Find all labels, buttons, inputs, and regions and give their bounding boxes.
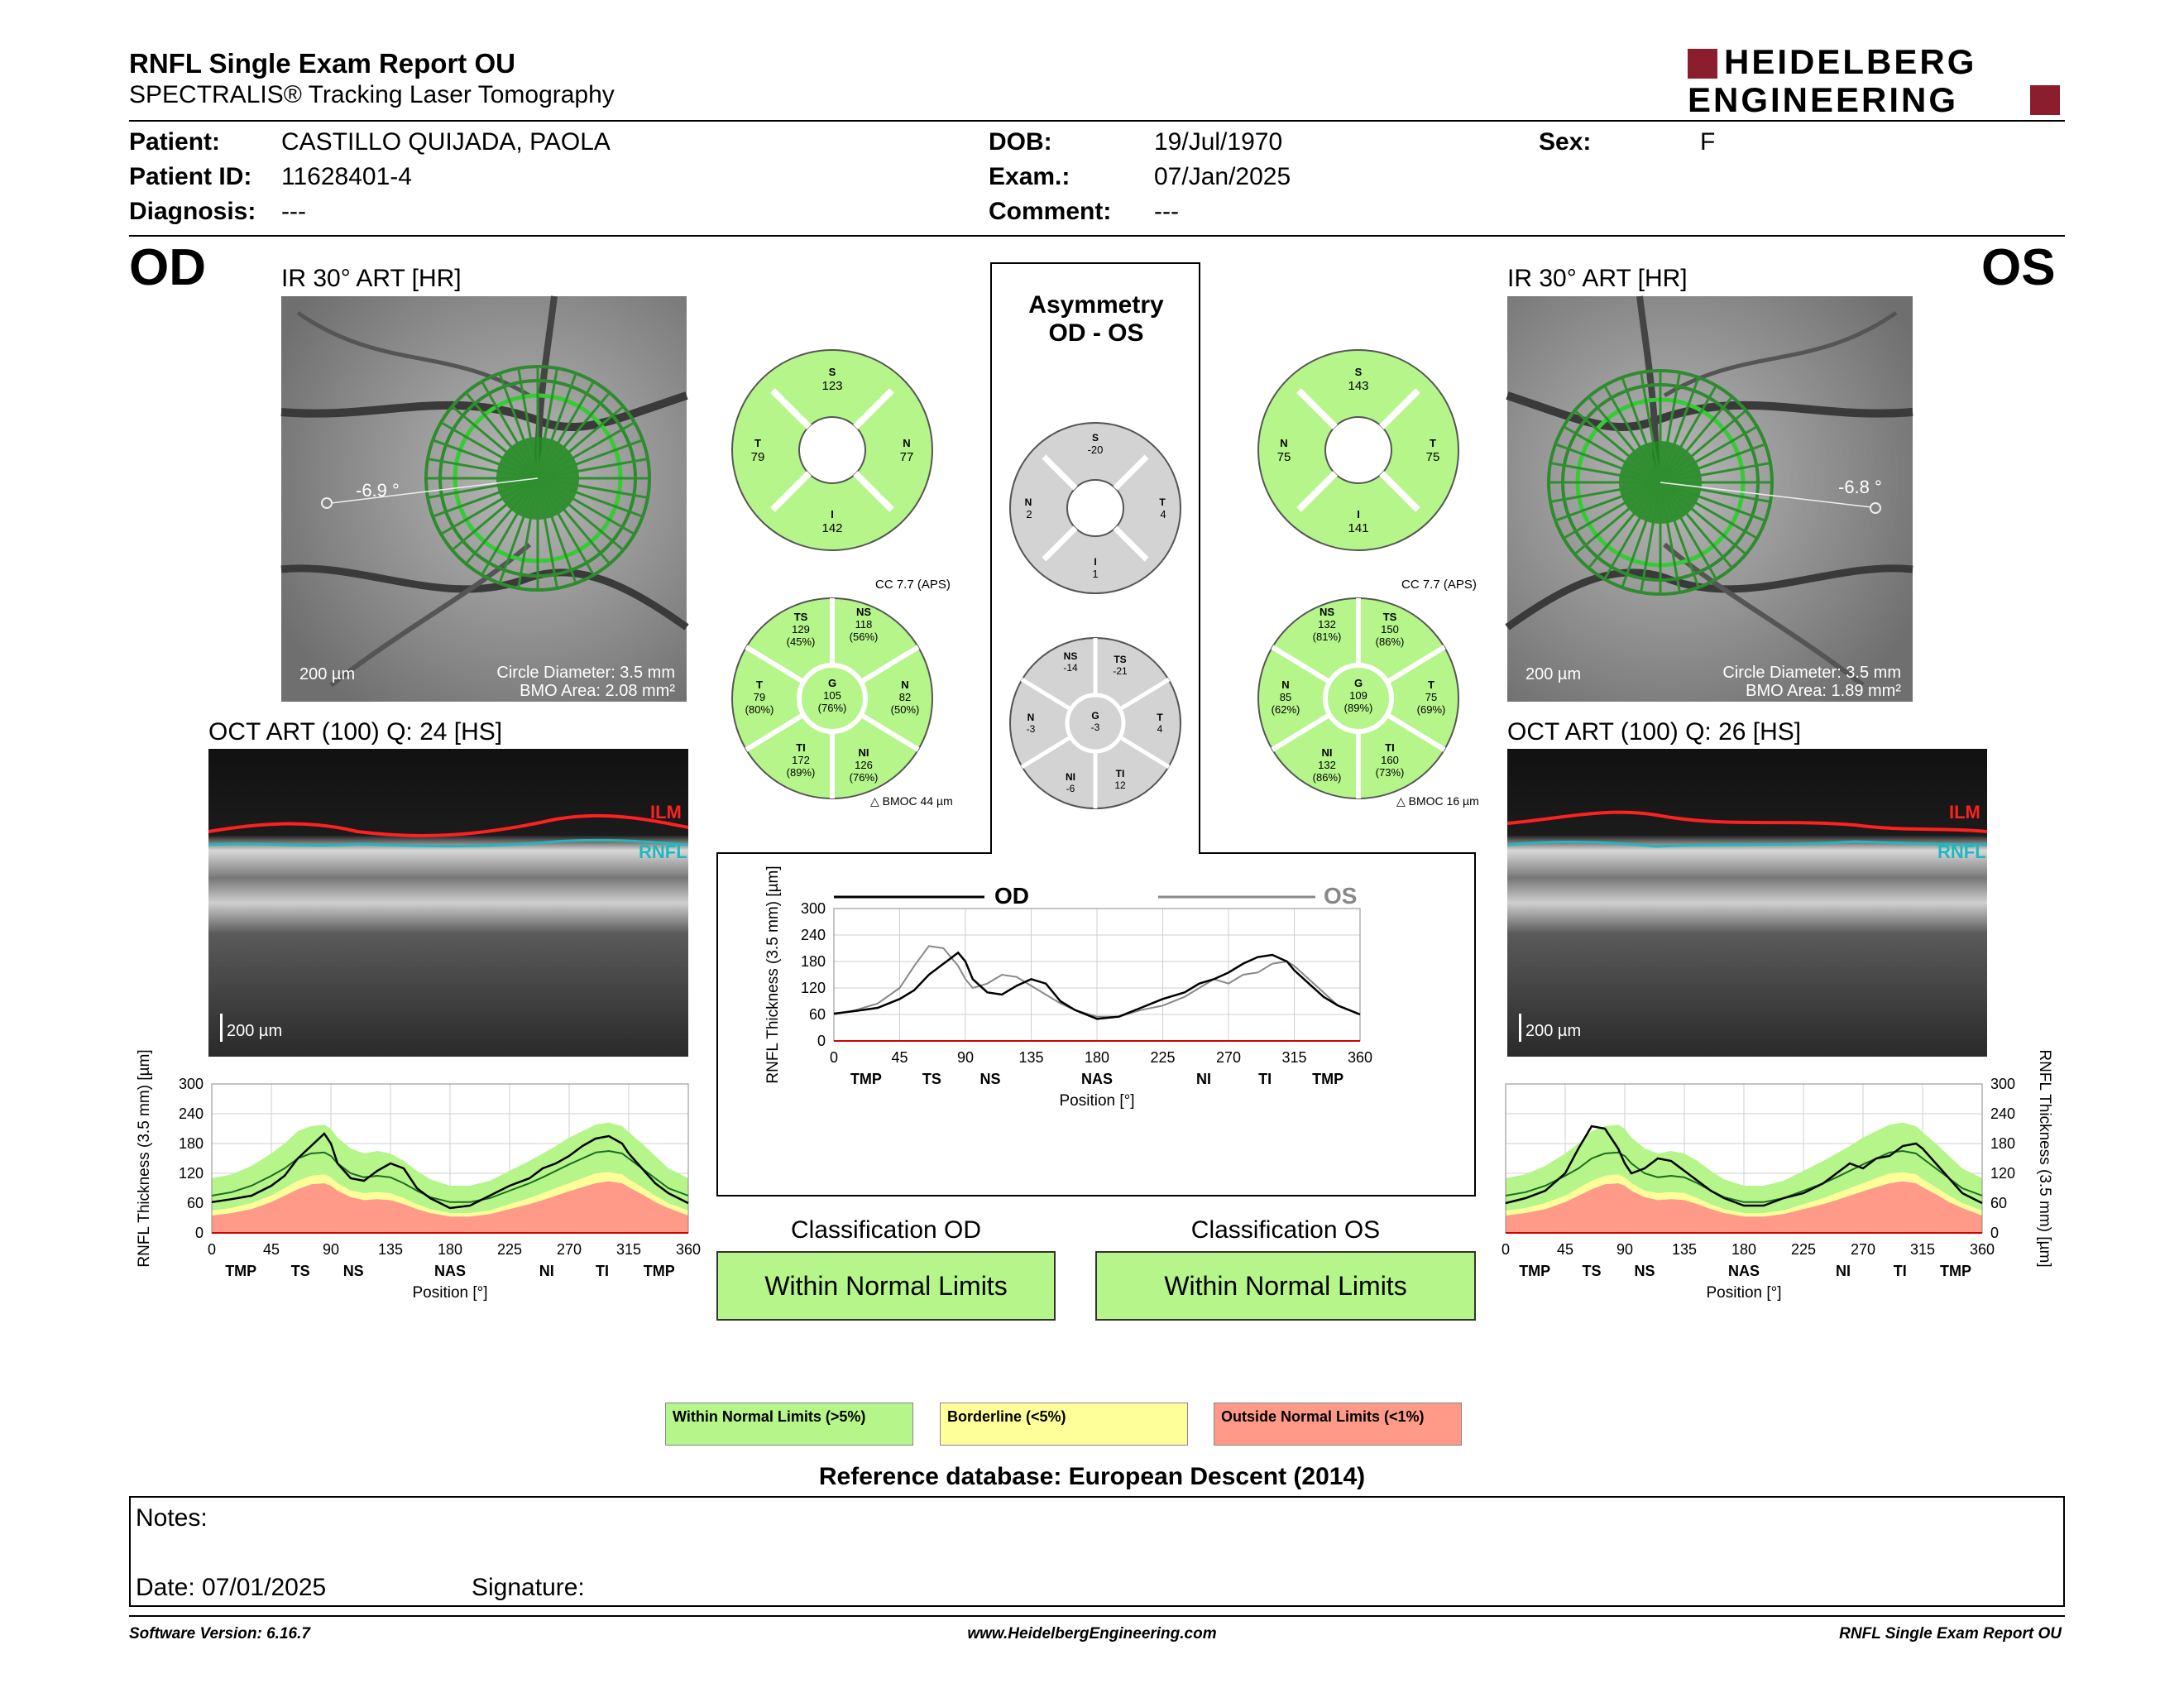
od-sector-ti-value: 172 bbox=[792, 754, 810, 766]
os-oct-svg bbox=[1507, 749, 1987, 1057]
legend-borderline bbox=[940, 1403, 1188, 1446]
comment-value: --- bbox=[1154, 198, 1179, 225]
od-oct-svg bbox=[208, 749, 688, 1057]
os-angle-label: -6.8 ° bbox=[1838, 477, 1882, 497]
x-tick-label: 225 bbox=[1150, 1049, 1176, 1066]
x-tick-label: 135 bbox=[1018, 1049, 1044, 1066]
od-sector-ni-label: NI bbox=[858, 746, 869, 759]
patient-divider bbox=[129, 235, 2065, 237]
os-sector-ni-value: 132 bbox=[1318, 759, 1336, 771]
y-tick-label: 180 bbox=[800, 953, 826, 970]
os-sector-ts-label: TS bbox=[1382, 611, 1397, 623]
logo-text-engineering: ENGINEERING bbox=[1688, 80, 1959, 119]
os-sector-ti-value: 160 bbox=[1381, 754, 1399, 766]
x-tick-label: 135 bbox=[377, 1241, 404, 1258]
x-tick-label: 0 bbox=[207, 1241, 217, 1258]
x-tick-label: 225 bbox=[1790, 1241, 1817, 1258]
od-ir-title: IR 30° ART [HR] bbox=[281, 265, 462, 292]
y-axis-label: RNFL Thickness (3.5 mm) [µm] bbox=[136, 1049, 153, 1268]
delta-icon: △ bbox=[870, 794, 879, 808]
legend-os-label: OS bbox=[1324, 883, 1358, 909]
os-oct-title: OCT ART (100) Q: 26 [HS] bbox=[1507, 718, 1802, 746]
asym-sector-t-label: T bbox=[1157, 712, 1163, 723]
x-tick-label: 45 bbox=[1556, 1241, 1574, 1258]
asym-sector-ts-label: TS bbox=[1114, 654, 1127, 665]
y-tick-label: 60 bbox=[808, 1006, 826, 1023]
os-quad-t-value: 75 bbox=[1425, 450, 1440, 464]
od-sector-ts-label: TS bbox=[793, 611, 808, 623]
os-sector-ns-pct: (81%) bbox=[1312, 631, 1342, 643]
od-sector-g-value: 105 bbox=[823, 689, 841, 702]
os-quad-s-label: S bbox=[1354, 366, 1363, 378]
logo-square-bottom-icon bbox=[2030, 85, 2060, 115]
legend-outside bbox=[1214, 1403, 1462, 1446]
x-axis-label: Position [°] bbox=[1706, 1284, 1782, 1302]
od-sector-n-pct: (50%) bbox=[890, 703, 920, 716]
sector-label: NI bbox=[1195, 1071, 1211, 1087]
date-label: Date: 07/01/2025 bbox=[136, 1574, 327, 1601]
x-tick-label: 225 bbox=[496, 1241, 523, 1258]
od-sector-t-pct: (80%) bbox=[745, 703, 774, 716]
od-sector-ts-value: 129 bbox=[792, 623, 810, 635]
report-title: RNFL Single Exam Report OU bbox=[129, 48, 515, 79]
x-tick-label: 90 bbox=[956, 1049, 975, 1066]
od-oct-scale: 200 µm bbox=[227, 1022, 283, 1040]
sector-label: TMP bbox=[1519, 1263, 1551, 1279]
asymmetry-subtitle: OD - OS bbox=[1048, 319, 1144, 347]
y-tick-label: 240 bbox=[1990, 1105, 2016, 1122]
x-tick-label: 360 bbox=[1969, 1241, 1995, 1258]
od-sector-ti-label: TI bbox=[796, 741, 806, 754]
os-thickness-chart bbox=[1497, 1049, 2060, 1316]
asym-sector-ti-label: TI bbox=[1115, 768, 1125, 779]
asym-sector-n-value: -3 bbox=[1026, 723, 1036, 735]
od-thickness-chart bbox=[132, 1049, 702, 1316]
patient-label: Patient: bbox=[129, 128, 221, 156]
y-tick-label: 0 bbox=[817, 1033, 826, 1049]
sector-label: TMP bbox=[850, 1071, 882, 1087]
os-classification-value: Within Normal Limits bbox=[1164, 1270, 1407, 1301]
od-bmo-area: BMO Area: 2.08 mm² bbox=[520, 682, 675, 700]
asym-quad-n-label: N bbox=[1024, 496, 1032, 508]
y-tick-label: 120 bbox=[178, 1165, 204, 1182]
od-sector-ni-pct: (76%) bbox=[849, 771, 879, 784]
od-quad-t-label: T bbox=[754, 437, 761, 449]
sex-value: F bbox=[1700, 128, 1716, 156]
os-bmo-area: BMO Area: 1.89 mm² bbox=[1746, 682, 1901, 700]
os-rnfl-label: RNFL bbox=[1937, 842, 1986, 862]
sector-label: NAS bbox=[1727, 1263, 1760, 1279]
sector-label: NI bbox=[539, 1263, 554, 1279]
os-sector-ts-pct: (86%) bbox=[1375, 635, 1405, 648]
asym-sector-ts-value: -21 bbox=[1113, 665, 1128, 677]
os-sector-ti-label: TI bbox=[1385, 741, 1395, 754]
sector-label: TMP bbox=[643, 1263, 675, 1279]
sector-label: TS bbox=[1582, 1263, 1602, 1279]
od-rnfl-label: RNFL bbox=[639, 842, 687, 862]
od-sector-ni-value: 126 bbox=[855, 759, 873, 771]
asym-sector-n-label: N bbox=[1027, 712, 1035, 723]
os-quad-i-label: I bbox=[1357, 508, 1360, 520]
dob-value: 19/Jul/1970 bbox=[1154, 128, 1283, 156]
od-circle-diameter: Circle Diameter: 3.5 mm bbox=[496, 664, 675, 682]
od-sector-g-label: G bbox=[827, 677, 837, 689]
sector-label: NAS bbox=[1080, 1071, 1114, 1087]
os-fundus-svg bbox=[1507, 296, 1913, 702]
asym-sector-ns-label: NS bbox=[1063, 650, 1078, 662]
od-sector-t-value: 79 bbox=[753, 691, 766, 703]
asym-quad-i-label: I bbox=[1094, 556, 1097, 568]
os-sector-n-value: 85 bbox=[1279, 691, 1292, 703]
x-tick-label: 180 bbox=[437, 1241, 463, 1258]
os-fundus-image bbox=[1507, 296, 1913, 702]
od-quad-i-value: 142 bbox=[821, 521, 843, 535]
os-classification-box bbox=[1095, 1251, 1476, 1321]
od-fundus-svg bbox=[281, 296, 687, 702]
os-oct-scale-bar bbox=[1519, 1014, 1521, 1042]
os-circle-diameter: Circle Diameter: 3.5 mm bbox=[1722, 664, 1901, 682]
sector-label: TI bbox=[1258, 1071, 1272, 1087]
od-os-comparison-chart bbox=[745, 866, 1456, 1134]
os-sector-ts-value: 150 bbox=[1381, 623, 1399, 635]
os-quadrant-wheel bbox=[1256, 348, 1461, 553]
od-eye-label: OD bbox=[129, 239, 206, 296]
od-oct-scan bbox=[208, 749, 688, 1057]
x-axis-label: Position [°] bbox=[1059, 1092, 1135, 1110]
os-sector-ni-label: NI bbox=[1321, 746, 1333, 759]
od-sector-wheel bbox=[730, 596, 935, 801]
y-tick-label: 180 bbox=[1990, 1135, 2016, 1152]
x-tick-label: 315 bbox=[615, 1241, 642, 1258]
y-tick-label: 180 bbox=[178, 1135, 204, 1152]
sector-label: TS bbox=[290, 1263, 310, 1279]
patient-name: CASTILLO QUIJADA, PAOLA bbox=[281, 128, 611, 156]
asym-sector-g-value: -3 bbox=[1090, 722, 1100, 733]
x-tick-label: 0 bbox=[1501, 1241, 1511, 1258]
od-sector-ts-pct: (45%) bbox=[786, 635, 816, 648]
sector-label: TI bbox=[1893, 1263, 1907, 1279]
report-subtitle: SPECTRALIS® Tracking Laser Tomography bbox=[129, 81, 615, 108]
legend-normal bbox=[665, 1403, 913, 1446]
os-eye-label: OS bbox=[1981, 239, 2056, 296]
y-tick-label: 0 bbox=[194, 1225, 204, 1241]
reference-database: Reference database: European Descent (2014) bbox=[818, 1463, 1366, 1490]
x-tick-label: 315 bbox=[1281, 1049, 1307, 1066]
y-tick-label: 300 bbox=[800, 900, 826, 917]
delta-icon: △ bbox=[1396, 794, 1406, 808]
y-axis-label: RNFL Thickness (3.5 mm) [µm] bbox=[2036, 1049, 2053, 1268]
y-axis-label: RNFL Thickness (3.5 mm) [µm] bbox=[764, 866, 782, 1084]
sector-label: NS bbox=[342, 1263, 364, 1279]
header-divider bbox=[129, 120, 2065, 122]
od-quad-t-value: 79 bbox=[750, 450, 765, 464]
asym-sector-wheel bbox=[1008, 635, 1183, 811]
od-sector-ns-pct: (56%) bbox=[849, 631, 879, 643]
x-tick-label: 45 bbox=[891, 1049, 908, 1066]
os-bmoc-value: BMOC 16 µm bbox=[1408, 794, 1479, 808]
asym-sector-g-label: G bbox=[1091, 710, 1099, 722]
os-cc-label: CC 7.7 (APS) bbox=[1401, 578, 1477, 592]
signature-label: Signature: bbox=[472, 1574, 585, 1601]
os-sector-g-pct: (89%) bbox=[1343, 702, 1373, 714]
os-sector-t-pct: (69%) bbox=[1416, 703, 1446, 716]
x-tick-label: 270 bbox=[1850, 1241, 1876, 1258]
legend-normal-text: Within Normal Limits (>5%) bbox=[673, 1408, 866, 1425]
os-quad-i-value: 141 bbox=[1348, 521, 1369, 535]
os-sector-n-label: N bbox=[1281, 679, 1290, 691]
od-classification-box bbox=[716, 1251, 1056, 1321]
website-link[interactable]: www.HeidelbergEngineering.com bbox=[967, 1625, 1217, 1642]
y-tick-label: 60 bbox=[1990, 1195, 2008, 1211]
os-sector-n-pct: (62%) bbox=[1271, 703, 1300, 716]
sector-label: NAS bbox=[433, 1263, 467, 1279]
od-oct-title: OCT ART (100) Q: 24 [HS] bbox=[208, 718, 503, 746]
os-quad-n-value: 75 bbox=[1276, 450, 1291, 464]
x-tick-label: 0 bbox=[829, 1049, 839, 1066]
legend-od-label: OD bbox=[994, 883, 1029, 909]
od-cc-label: CC 7.7 (APS) bbox=[875, 578, 951, 592]
os-classification-title: Classification OS bbox=[1190, 1216, 1381, 1244]
od-angle-label: -6.9 ° bbox=[356, 480, 400, 501]
heidelberg-logo bbox=[1688, 42, 2068, 120]
os-sector-ns-value: 132 bbox=[1318, 618, 1336, 631]
footer-divider bbox=[129, 1615, 2065, 1617]
logo-text-heidelberg: HEIDELBERG bbox=[1724, 42, 1977, 81]
od-sector-g-pct: (76%) bbox=[817, 702, 847, 714]
diagnosis-value: --- bbox=[281, 198, 306, 225]
y-tick-label: 240 bbox=[800, 927, 826, 943]
od-quad-n-label: N bbox=[903, 437, 911, 449]
asym-sector-ns-value: -14 bbox=[1063, 662, 1078, 674]
exam-label: Exam.: bbox=[989, 163, 1070, 190]
os-quad-t-label: T bbox=[1430, 437, 1436, 449]
dob-label: DOB: bbox=[989, 128, 1052, 156]
asym-quadrant-wheel bbox=[1008, 420, 1183, 596]
asym-quad-i-value: 1 bbox=[1092, 568, 1099, 580]
sector-label: NS bbox=[1634, 1263, 1655, 1279]
sector-label: TMP bbox=[225, 1263, 257, 1279]
asym-sector-ti-value: 12 bbox=[1114, 779, 1126, 791]
os-sector-ni-pct: (86%) bbox=[1312, 771, 1342, 784]
logo-square-top-icon bbox=[1688, 49, 1717, 79]
x-axis-label: Position [°] bbox=[412, 1284, 488, 1302]
asym-quad-s-value: -20 bbox=[1087, 444, 1104, 456]
sector-label: TMP bbox=[1312, 1071, 1344, 1087]
asym-sector-t-value: 4 bbox=[1157, 723, 1163, 735]
asym-quad-n-value: 2 bbox=[1026, 508, 1032, 520]
sector-label: TS bbox=[922, 1071, 941, 1087]
exam-value: 07/Jan/2025 bbox=[1154, 163, 1291, 190]
x-tick-label: 180 bbox=[1084, 1049, 1110, 1066]
sector-label: NS bbox=[979, 1071, 1001, 1087]
od-quad-n-value: 77 bbox=[899, 450, 914, 464]
os-sector-wheel bbox=[1256, 596, 1461, 801]
od-quad-s-label: S bbox=[828, 366, 836, 378]
y-tick-label: 300 bbox=[178, 1076, 204, 1092]
od-quad-i-label: I bbox=[831, 508, 834, 520]
asymmetry-title: Asymmetry bbox=[1028, 291, 1164, 319]
od-bmoc-value: BMOC 44 µm bbox=[882, 794, 953, 808]
x-tick-label: 315 bbox=[1909, 1241, 1936, 1258]
x-tick-label: 180 bbox=[1731, 1241, 1757, 1258]
asym-quad-s-label: S bbox=[1091, 432, 1099, 444]
asym-sector-ni-value: -6 bbox=[1066, 783, 1075, 794]
x-tick-label: 270 bbox=[556, 1241, 582, 1258]
y-tick-label: 60 bbox=[186, 1195, 204, 1211]
asym-sector-ni-label: NI bbox=[1066, 771, 1075, 783]
sector-label: TI bbox=[596, 1263, 609, 1279]
os-sector-t-label: T bbox=[1428, 679, 1434, 691]
x-tick-label: 90 bbox=[1616, 1241, 1634, 1258]
od-quadrant-wheel bbox=[730, 348, 935, 553]
od-sector-t-label: T bbox=[756, 679, 763, 691]
asym-quad-t-label: T bbox=[1159, 496, 1166, 508]
od-bmoc-label bbox=[870, 794, 953, 808]
y-tick-label: 120 bbox=[1990, 1165, 2016, 1182]
comment-label: Comment: bbox=[989, 198, 1112, 225]
od-classification-value: Within Normal Limits bbox=[764, 1270, 1008, 1301]
x-tick-label: 135 bbox=[1671, 1241, 1698, 1258]
od-fundus-scale: 200 µm bbox=[299, 665, 356, 683]
x-tick-label: 90 bbox=[322, 1241, 340, 1258]
patient-id-value: 11628401-4 bbox=[281, 163, 412, 190]
os-sector-g-value: 109 bbox=[1349, 689, 1367, 702]
os-sector-ti-pct: (73%) bbox=[1375, 766, 1405, 779]
diagnosis-label: Diagnosis: bbox=[129, 198, 256, 225]
y-tick-label: 120 bbox=[800, 980, 826, 996]
os-quad-n-label: N bbox=[1280, 437, 1288, 449]
y-tick-label: 0 bbox=[1990, 1225, 2000, 1241]
sex-label: Sex: bbox=[1539, 128, 1592, 156]
od-oct-scale-bar bbox=[220, 1014, 223, 1042]
os-ir-title: IR 30° ART [HR] bbox=[1507, 265, 1688, 292]
od-classification-title: Classification OD bbox=[790, 1216, 982, 1244]
asym-quad-t-value: 4 bbox=[1160, 508, 1166, 520]
software-version: Software Version: 6.16.7 bbox=[129, 1625, 310, 1642]
os-fundus-scale: 200 µm bbox=[1525, 665, 1582, 683]
os-oct-scan bbox=[1507, 749, 1987, 1057]
x-tick-label: 360 bbox=[1347, 1049, 1373, 1066]
y-tick-label: 300 bbox=[1990, 1076, 2016, 1092]
os-sector-g-label: G bbox=[1353, 677, 1363, 689]
od-quad-s-value: 123 bbox=[821, 379, 843, 393]
os-oct-scale: 200 µm bbox=[1525, 1022, 1582, 1040]
sector-label: NI bbox=[1836, 1263, 1851, 1279]
od-sector-n-label: N bbox=[901, 679, 909, 691]
legend-outside-text: Outside Normal Limits (<1%) bbox=[1221, 1408, 1425, 1425]
legend-borderline-text: Borderline (<5%) bbox=[947, 1408, 1066, 1425]
x-tick-label: 360 bbox=[675, 1241, 702, 1258]
os-sector-t-value: 75 bbox=[1425, 691, 1438, 703]
x-tick-label: 270 bbox=[1215, 1049, 1242, 1066]
os-bmoc-label bbox=[1396, 794, 1479, 808]
od-fundus-image bbox=[281, 296, 687, 702]
footer-report-name: RNFL Single Exam Report OU bbox=[1839, 1625, 2062, 1642]
od-sector-ns-value: 118 bbox=[855, 618, 873, 631]
notes-box bbox=[129, 1496, 2065, 1607]
patient-id-label: Patient ID: bbox=[129, 163, 252, 190]
y-tick-label: 240 bbox=[178, 1105, 204, 1122]
od-sector-n-value: 82 bbox=[898, 691, 912, 703]
os-quad-s-value: 143 bbox=[1348, 379, 1369, 393]
os-sector-ns-label: NS bbox=[1319, 606, 1335, 618]
sector-label: TMP bbox=[1940, 1263, 1971, 1279]
os-ilm-label: ILM bbox=[1949, 802, 1980, 822]
od-ilm-label: ILM bbox=[650, 802, 682, 822]
notes-label: Notes: bbox=[136, 1504, 208, 1532]
od-sector-ns-label: NS bbox=[855, 606, 872, 618]
x-tick-label: 45 bbox=[262, 1241, 280, 1258]
od-sector-ti-pct: (89%) bbox=[786, 766, 816, 779]
